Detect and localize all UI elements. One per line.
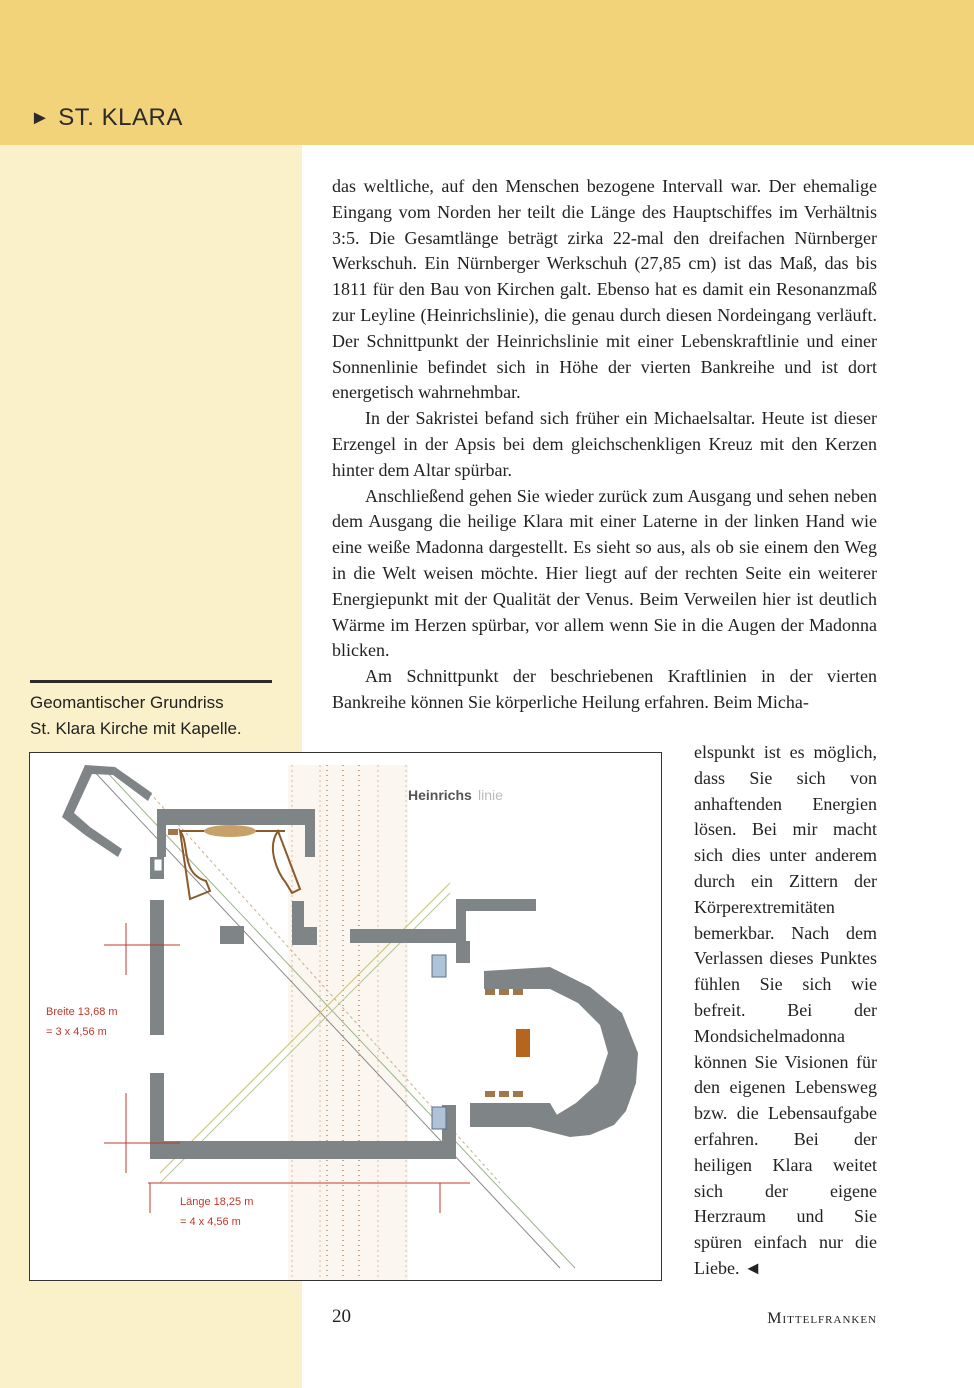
caption-line-1: Geomantischer Grundriss [30, 693, 224, 712]
floor-plan-figure [29, 752, 662, 1281]
section-title [30, 104, 183, 132]
heinrichslinie-label-light: linie [478, 787, 503, 803]
paragraph-3: Anschließend gehen Sie wieder zurück zum Ausgang und sehen neben dem Ausgang die heilige Klara mit einer Laterne in der linken Hand wie eine weiße Madonna dargestellt. Es sieht so aus, als ob sie einem den Weg in die Welt weisen möchte. Hier liegt auf der rechten Seite ein weiterer Energiepunkt mit der Qualität der Venus. Beim Verweilen hier ist deutlich Wärme im Herzen spürbar, vor allem wenn Sie in die Augen der Madonna blicken. [332, 485, 877, 661]
breite-label-1: Breite 13,68 m [46, 1006, 118, 1018]
section-marker-icon: ► [30, 106, 51, 129]
caption-rule [30, 680, 272, 683]
apse-walls [470, 967, 638, 1137]
body-text [332, 174, 877, 716]
laenge-label-2: = 4 x 4,56 m [180, 1216, 241, 1228]
region-label: Mittelfranken [767, 1310, 877, 1327]
caption-line-2: St. Klara Kirche mit Kapelle. [30, 719, 242, 738]
chapel-walls [62, 765, 152, 857]
laenge-label-1: Länge 18,25 m [180, 1196, 254, 1208]
figure-caption [30, 690, 290, 742]
paragraph-4-start: Am Schnittpunkt der beschriebenen Kraftlinien in der vierten Bankreihe können Sie körperliche Heilung erfahren. Beim Micha- [332, 666, 877, 712]
page-number: 20 [332, 1306, 351, 1327]
floor-plan-drawing [30, 753, 661, 1280]
heinrichslinie-label-bold: Heinrichs [408, 787, 472, 803]
breite-label-2: = 3 x 4,56 m [46, 1026, 107, 1038]
paragraph-4-wrap: elspunkt ist es möglich, dass Sie sich von anhaftenden Energien lösen. Bei mir macht sich dies unter anderem durch ein Zittern der Körperextremitäten bemerkbar. Nach dem Verlassen dieses Punktes fühlen Sie sich wie befreit. Bei der Mondsichelmadonna können Sie Visionen für den eigenen Lebensweg bzw. die Lebensaufgabe erfahren. Bei der heiligen Klara weitet sich der eigene Herzraum und Sie spüren einfach nur die Liebe. ◄ [694, 742, 877, 1278]
paragraph-2: In der Sakristei befand sich früher ein Michaelsaltar. Heute ist dieser Erzengel in der Apsis bei dem gleichschenkligen Kreuz mit den Kerzen hinter dem Altar spürbar. [332, 408, 877, 480]
paragraph-1: das weltliche, auf den Menschen bezogene Intervall war. Der ehemalige Eingang vom Norden her teilt die Länge des Hauptschiffes im Verhältnis 3:5. Die Gesamtlänge beträgt zirka 22-mal den dreifachen Nürnberger Werkschuh. Ein Nürnberger Werkschuh (27,85 cm) ist das Maß, das bis 1811 für den Bau von Kirchen galt. Ebenso hat es damit ein Resonanzmaß zur Leyline (Heinrichslinie), die genau durch diesen Nordeingang verläuft. Der Schnittpunkt der Heinrichslinie mit einer Lebenskraftlinie und einer Sonnenlinie befindet sich in Höhe der vierten Bankreihe und ist dort energetisch wahrnehmbar. [332, 176, 877, 403]
section-title-text: ST. KLARA [58, 104, 183, 131]
wrapped-text-column [694, 740, 877, 1282]
